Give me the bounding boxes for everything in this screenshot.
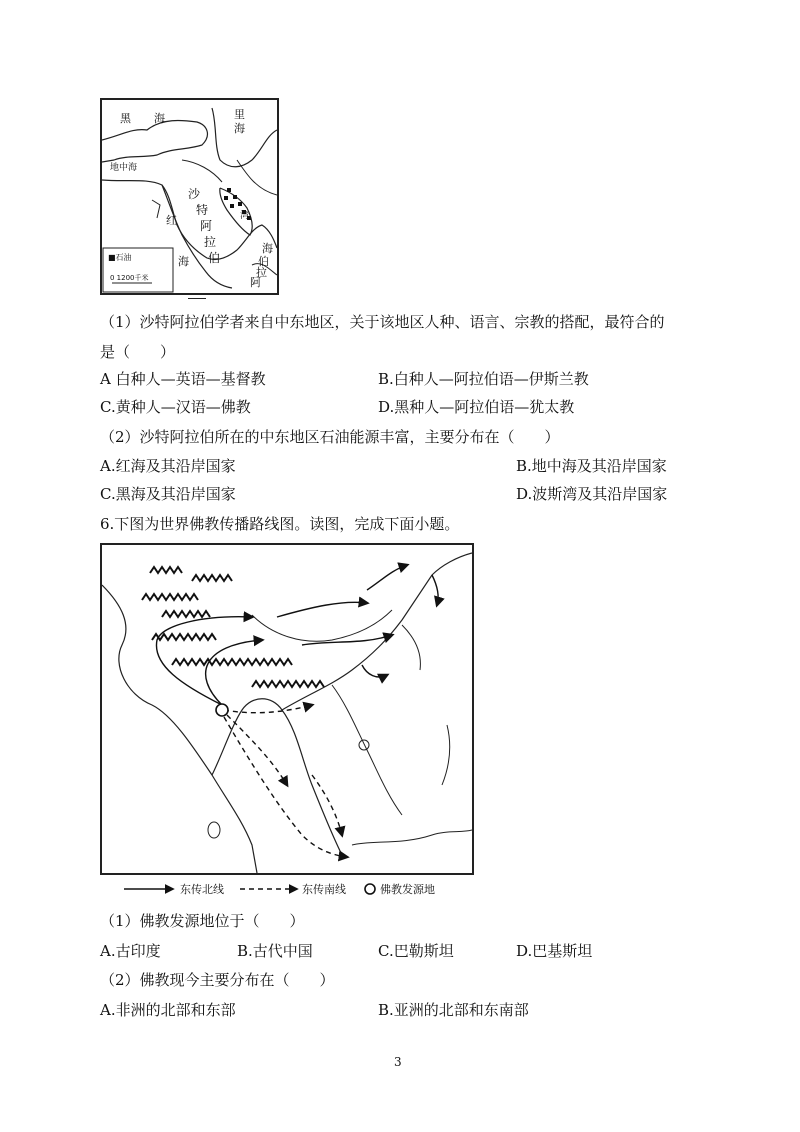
legend-south-label: 东传南线	[302, 883, 346, 896]
legend-origin-label: 佛教发源地	[380, 883, 435, 896]
saudi-label-5: 伯	[208, 251, 221, 265]
mountain-marks	[142, 567, 324, 687]
mediterranean-label: 地中海	[110, 163, 138, 173]
q5-2-option-a[interactable]: A.红海及其沿岸国家	[100, 457, 236, 475]
saudi-label-2: 特	[196, 203, 209, 217]
scale-label: 0 1200千米	[110, 274, 149, 282]
q5-2-option-c[interactable]: C.黑海及其沿岸国家	[100, 485, 236, 503]
q6-2-option-a[interactable]: A.非洲的北部和东部	[100, 1001, 236, 1019]
caspian-sea-label: 里	[234, 108, 245, 121]
arabian-sea-label-1: 海	[262, 242, 273, 255]
caspian-sea-label-2: 海	[234, 122, 245, 135]
oil-legend-label: ■石油	[108, 253, 132, 262]
arabian-sea-label-2: 伯	[258, 255, 269, 268]
arabian-sea-label-4: 阿	[250, 276, 261, 289]
q5-1-option-a[interactable]: A 白种人—英语—基督教	[100, 370, 266, 388]
south-route-arrows	[224, 705, 347, 857]
red-sea-label: 红	[166, 214, 177, 227]
red-sea-label-2: 海	[178, 255, 189, 268]
middle-east-map	[100, 98, 279, 295]
q5-1-option-d[interactable]: D.黑种人—阿拉伯语—犹太教	[378, 398, 575, 416]
persian-gulf-label: 湾	[240, 211, 250, 221]
q6-2-stem: （2）佛教现今主要分布在（ ）	[100, 971, 335, 989]
legend-north-label: 东传北线	[180, 883, 224, 896]
q6-title: 6.下图为世界佛教传播路线图。读图，完成下面小题。	[100, 515, 460, 533]
saudi-label-3: 阿	[200, 219, 213, 233]
q6-1-option-a[interactable]: A.古印度	[100, 942, 161, 960]
middle-east-map-drawing	[102, 100, 277, 293]
buddhism-spread-map	[100, 543, 474, 875]
q5-2-option-d[interactable]: D.波斯湾及其沿岸国家	[516, 485, 668, 503]
q6-1-option-c[interactable]: C.巴勒斯坦	[378, 942, 454, 960]
q5-1-option-b[interactable]: B.白种人—阿拉伯语—伊斯兰教	[378, 370, 589, 388]
q6-1-stem: （1）佛教发源地位于（ ）	[100, 912, 305, 930]
map2-legend	[120, 880, 480, 898]
map-bottom-dash	[188, 298, 206, 299]
saudi-label-1: 沙	[188, 187, 201, 201]
page-number: 3	[394, 1055, 402, 1069]
q5-1-stem-line2: 是（ ）	[100, 343, 176, 361]
black-sea-label-2: 海	[154, 112, 165, 125]
buddhism-origin-marker	[216, 704, 228, 716]
arabian-sea-label-3: 拉	[256, 266, 267, 279]
q5-2-option-b[interactable]: B.地中海及其沿岸国家	[516, 457, 667, 475]
q6-2-option-b[interactable]: B.亚洲的北部和东南部	[378, 1001, 529, 1019]
q5-1-option-c[interactable]: C.黄种人—汉语—佛教	[100, 398, 251, 416]
q6-1-option-d[interactable]: D.巴基斯坦	[516, 942, 593, 960]
black-sea-label: 黑	[120, 112, 131, 125]
saudi-label-4: 拉	[204, 235, 217, 249]
q5-1-stem-line1: （1）沙特阿拉伯学者来自中东地区，关于该地区人种、语言、宗教的搭配，最符合的	[100, 313, 665, 331]
q5-2-stem: （2）沙特阿拉伯所在的中东地区石油能源丰富，主要分布在（ ）	[100, 428, 560, 446]
q6-1-option-b[interactable]: B.古代中国	[237, 942, 313, 960]
buddhism-map-drawing	[102, 545, 472, 873]
